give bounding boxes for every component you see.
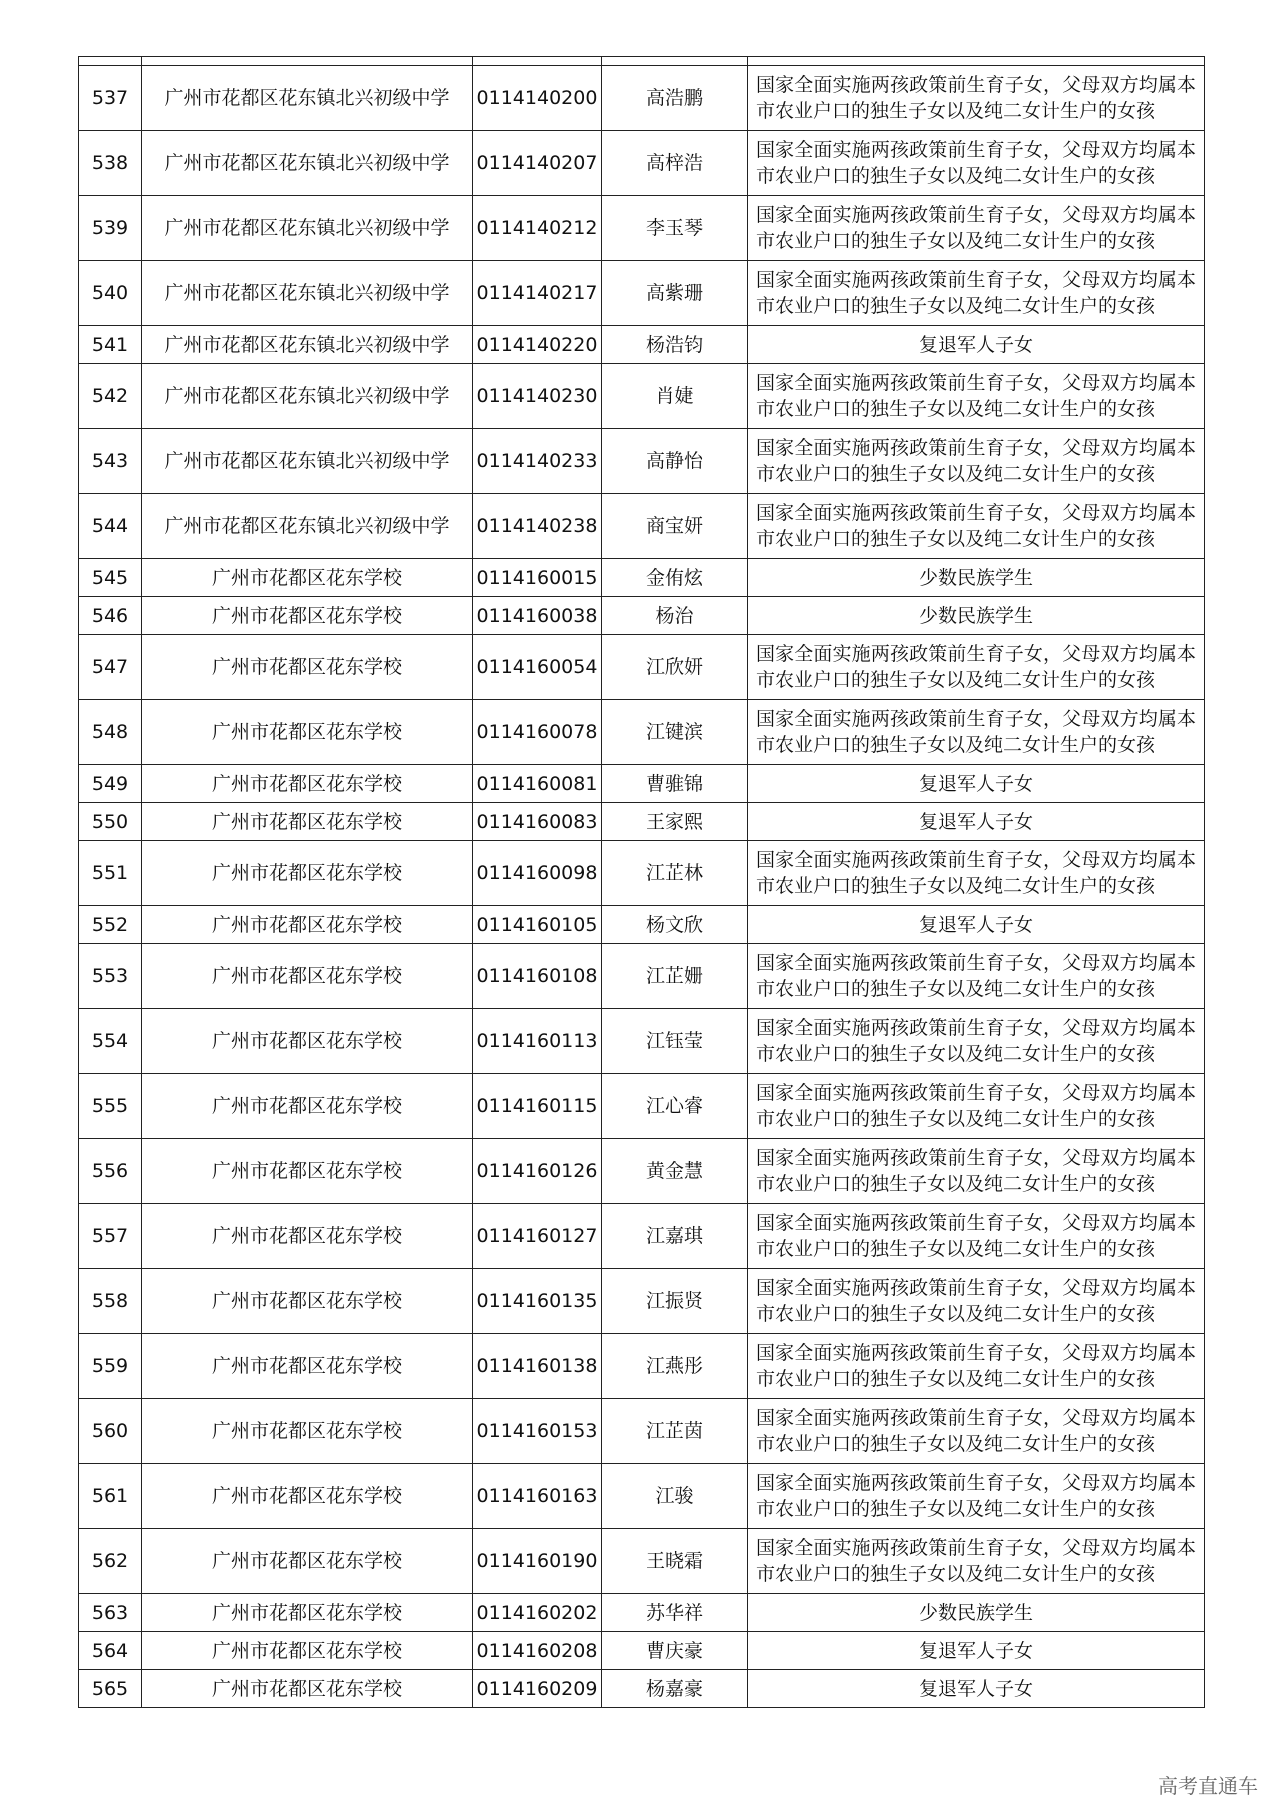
category: 国家全面实施两孩政策前生育子女，父母双方均属本市农业户口的独生子女以及纯二女计生户的女孩 xyxy=(748,494,1205,559)
student-name: 江心睿 xyxy=(602,1074,748,1139)
row-number: 546 xyxy=(79,597,142,635)
category: 国家全面实施两孩政策前生育子女，父母双方均属本市农业户口的独生子女以及纯二女计生户的女孩 xyxy=(748,944,1205,1009)
student-name: 江芷茵 xyxy=(602,1399,748,1464)
row-number: 562 xyxy=(79,1529,142,1594)
row-number: 539 xyxy=(79,196,142,261)
school-name: 广州市花都区花东镇北兴初级中学 xyxy=(142,66,473,131)
watermark: 高考直通车 xyxy=(1158,1774,1258,1798)
table-row xyxy=(79,1334,1205,1399)
school-name: 广州市花都区花东学校 xyxy=(142,944,473,1009)
school-name: 广州市花都区花东镇北兴初级中学 xyxy=(142,196,473,261)
student-name: 高紫珊 xyxy=(602,261,748,326)
student-code: 0114160209 xyxy=(473,1670,602,1708)
student-code: 0114160190 xyxy=(473,1529,602,1594)
category: 国家全面实施两孩政策前生育子女，父母双方均属本市农业户口的独生子女以及纯二女计生户的女孩 xyxy=(748,1399,1205,1464)
table-row xyxy=(79,1009,1205,1074)
table-row xyxy=(79,559,1205,597)
school-name: 广州市花都区花东镇北兴初级中学 xyxy=(142,429,473,494)
student-code: 0114160113 xyxy=(473,1009,602,1074)
row-number: 552 xyxy=(79,906,142,944)
row-number: 563 xyxy=(79,1594,142,1632)
table-row xyxy=(79,326,1205,364)
category: 国家全面实施两孩政策前生育子女，父母双方均属本市农业户口的独生子女以及纯二女计生户的女孩 xyxy=(748,635,1205,700)
table-body xyxy=(79,57,1205,1708)
table-row xyxy=(79,1204,1205,1269)
student-name: 高梓浩 xyxy=(602,131,748,196)
table-row xyxy=(79,1464,1205,1529)
student-code: 0114140238 xyxy=(473,494,602,559)
student-code: 0114160038 xyxy=(473,597,602,635)
student-code: 0114140217 xyxy=(473,261,602,326)
student-code: 0114160153 xyxy=(473,1399,602,1464)
row-number: 549 xyxy=(79,765,142,803)
student-code: 0114140230 xyxy=(473,364,602,429)
school-name: 广州市花都区花东学校 xyxy=(142,803,473,841)
row-number: 542 xyxy=(79,364,142,429)
student-name: 李玉琴 xyxy=(602,196,748,261)
category: 国家全面实施两孩政策前生育子女，父母双方均属本市农业户口的独生子女以及纯二女计生户的女孩 xyxy=(748,1009,1205,1074)
table-row xyxy=(79,494,1205,559)
student-code: 0114140212 xyxy=(473,196,602,261)
school-name: 广州市花都区花东镇北兴初级中学 xyxy=(142,261,473,326)
row-number: 550 xyxy=(79,803,142,841)
category: 国家全面实施两孩政策前生育子女，父母双方均属本市农业户口的独生子女以及纯二女计生户的女孩 xyxy=(748,1464,1205,1529)
row-number: 547 xyxy=(79,635,142,700)
student-name: 江钰莹 xyxy=(602,1009,748,1074)
row-number: 538 xyxy=(79,131,142,196)
school-name: 广州市花都区花东学校 xyxy=(142,1009,473,1074)
row-number: 537 xyxy=(79,66,142,131)
table-row xyxy=(79,597,1205,635)
category: 国家全面实施两孩政策前生育子女，父母双方均属本市农业户口的独生子女以及纯二女计生户的女孩 xyxy=(748,1334,1205,1399)
school-name: 广州市花都区花东学校 xyxy=(142,700,473,765)
table-row xyxy=(79,196,1205,261)
table-row xyxy=(79,841,1205,906)
student-name: 杨嘉豪 xyxy=(602,1670,748,1708)
table-row xyxy=(79,1529,1205,1594)
row-number: 557 xyxy=(79,1204,142,1269)
student-code: 0114160127 xyxy=(473,1204,602,1269)
row-number: 554 xyxy=(79,1009,142,1074)
school-name: 广州市花都区花东学校 xyxy=(142,1464,473,1529)
school-name: 广州市花都区花东学校 xyxy=(142,1269,473,1334)
table-row xyxy=(79,1269,1205,1334)
row-number: 553 xyxy=(79,944,142,1009)
table-row xyxy=(79,803,1205,841)
category: 国家全面实施两孩政策前生育子女，父母双方均属本市农业户口的独生子女以及纯二女计生户的女孩 xyxy=(748,261,1205,326)
category: 国家全面实施两孩政策前生育子女，父母双方均属本市农业户口的独生子女以及纯二女计生户的女孩 xyxy=(748,196,1205,261)
student-name: 黄金慧 xyxy=(602,1139,748,1204)
school-name: 广州市花都区花东学校 xyxy=(142,1204,473,1269)
student-name: 商宝妍 xyxy=(602,494,748,559)
category: 复退军人子女 xyxy=(748,906,1205,944)
row-number: 556 xyxy=(79,1139,142,1204)
category: 复退军人子女 xyxy=(748,803,1205,841)
school-name: 广州市花都区花东镇北兴初级中学 xyxy=(142,494,473,559)
student-name: 江芷林 xyxy=(602,841,748,906)
student-code: 0114140233 xyxy=(473,429,602,494)
student-name: 高浩鹏 xyxy=(602,66,748,131)
student-name: 江燕彤 xyxy=(602,1334,748,1399)
category: 国家全面实施两孩政策前生育子女，父母双方均属本市农业户口的独生子女以及纯二女计生户的女孩 xyxy=(748,841,1205,906)
school-name: 广州市花都区花东镇北兴初级中学 xyxy=(142,326,473,364)
school-name: 广州市花都区花东学校 xyxy=(142,1670,473,1708)
student-code: 0114160015 xyxy=(473,559,602,597)
row-number: 541 xyxy=(79,326,142,364)
row-number: 564 xyxy=(79,1632,142,1670)
school-name: 广州市花都区花东镇北兴初级中学 xyxy=(142,131,473,196)
table-row xyxy=(79,906,1205,944)
row-number: 540 xyxy=(79,261,142,326)
row-number: 548 xyxy=(79,700,142,765)
school-name: 广州市花都区花东学校 xyxy=(142,1632,473,1670)
category: 国家全面实施两孩政策前生育子女，父母双方均属本市农业户口的独生子女以及纯二女计生户的女孩 xyxy=(748,131,1205,196)
student-code: 0114160126 xyxy=(473,1139,602,1204)
student-code: 0114140220 xyxy=(473,326,602,364)
table-row xyxy=(79,765,1205,803)
category: 复退军人子女 xyxy=(748,1632,1205,1670)
row-number: 559 xyxy=(79,1334,142,1399)
student-code: 0114140207 xyxy=(473,131,602,196)
category: 复退军人子女 xyxy=(748,326,1205,364)
student-name: 杨治 xyxy=(602,597,748,635)
category: 国家全面实施两孩政策前生育子女，父母双方均属本市农业户口的独生子女以及纯二女计生户的女孩 xyxy=(748,364,1205,429)
category: 国家全面实施两孩政策前生育子女，父母双方均属本市农业户口的独生子女以及纯二女计生户的女孩 xyxy=(748,1529,1205,1594)
table-row xyxy=(79,1399,1205,1464)
student-name: 王家熙 xyxy=(602,803,748,841)
row-number: 551 xyxy=(79,841,142,906)
school-name: 广州市花都区花东学校 xyxy=(142,841,473,906)
category: 少数民族学生 xyxy=(748,1594,1205,1632)
category: 少数民族学生 xyxy=(748,597,1205,635)
student-code: 0114160163 xyxy=(473,1464,602,1529)
school-name: 广州市花都区花东学校 xyxy=(142,1399,473,1464)
row-number: 544 xyxy=(79,494,142,559)
table-top-stub xyxy=(79,57,1205,66)
student-name: 江键滨 xyxy=(602,700,748,765)
student-code: 0114160108 xyxy=(473,944,602,1009)
student-code: 0114160202 xyxy=(473,1594,602,1632)
category: 复退军人子女 xyxy=(748,765,1205,803)
table-row xyxy=(79,1670,1205,1708)
student-name: 江欣妍 xyxy=(602,635,748,700)
student-name: 江芷姗 xyxy=(602,944,748,1009)
category: 国家全面实施两孩政策前生育子女，父母双方均属本市农业户口的独生子女以及纯二女计生户的女孩 xyxy=(748,429,1205,494)
student-name: 江振贤 xyxy=(602,1269,748,1334)
row-number: 543 xyxy=(79,429,142,494)
student-code: 0114160083 xyxy=(473,803,602,841)
row-number: 555 xyxy=(79,1074,142,1139)
student-code: 0114160054 xyxy=(473,635,602,700)
school-name: 广州市花都区花东学校 xyxy=(142,1334,473,1399)
school-name: 广州市花都区花东学校 xyxy=(142,635,473,700)
student-name: 肖婕 xyxy=(602,364,748,429)
student-code: 0114160081 xyxy=(473,765,602,803)
school-name: 广州市花都区花东学校 xyxy=(142,906,473,944)
table-row xyxy=(79,635,1205,700)
table-row xyxy=(79,700,1205,765)
student-name: 杨文欣 xyxy=(602,906,748,944)
category: 国家全面实施两孩政策前生育子女，父母双方均属本市农业户口的独生子女以及纯二女计生户的女孩 xyxy=(748,1269,1205,1334)
table-row xyxy=(79,944,1205,1009)
student-name: 江骏 xyxy=(602,1464,748,1529)
student-name: 曹骓锦 xyxy=(602,765,748,803)
admission-table xyxy=(78,56,1205,1708)
table-row xyxy=(79,131,1205,196)
table-row xyxy=(79,1594,1205,1632)
table-row xyxy=(79,261,1205,326)
student-name: 杨浩钧 xyxy=(602,326,748,364)
school-name: 广州市花都区花东学校 xyxy=(142,1529,473,1594)
school-name: 广州市花都区花东学校 xyxy=(142,1139,473,1204)
category: 国家全面实施两孩政策前生育子女，父母双方均属本市农业户口的独生子女以及纯二女计生户的女孩 xyxy=(748,700,1205,765)
row-number: 560 xyxy=(79,1399,142,1464)
student-code: 0114160098 xyxy=(473,841,602,906)
student-code: 0114160138 xyxy=(473,1334,602,1399)
school-name: 广州市花都区花东学校 xyxy=(142,559,473,597)
table-row xyxy=(79,429,1205,494)
student-name: 王晓霜 xyxy=(602,1529,748,1594)
student-code: 0114160135 xyxy=(473,1269,602,1334)
student-name: 苏华祥 xyxy=(602,1594,748,1632)
table-row xyxy=(79,1632,1205,1670)
row-number: 558 xyxy=(79,1269,142,1334)
table-row xyxy=(79,364,1205,429)
student-name: 江嘉琪 xyxy=(602,1204,748,1269)
row-number: 561 xyxy=(79,1464,142,1529)
student-code: 0114160105 xyxy=(473,906,602,944)
school-name: 广州市花都区花东镇北兴初级中学 xyxy=(142,364,473,429)
student-code: 0114140200 xyxy=(473,66,602,131)
student-code: 0114160115 xyxy=(473,1074,602,1139)
student-name: 曹庆豪 xyxy=(602,1632,748,1670)
category: 国家全面实施两孩政策前生育子女，父母双方均属本市农业户口的独生子女以及纯二女计生户的女孩 xyxy=(748,1074,1205,1139)
row-number: 545 xyxy=(79,559,142,597)
row-number: 565 xyxy=(79,1670,142,1708)
table-row xyxy=(79,66,1205,131)
school-name: 广州市花都区花东学校 xyxy=(142,1594,473,1632)
table-row xyxy=(79,1074,1205,1139)
category: 少数民族学生 xyxy=(748,559,1205,597)
student-code: 0114160078 xyxy=(473,700,602,765)
school-name: 广州市花都区花东学校 xyxy=(142,597,473,635)
table-row xyxy=(79,1139,1205,1204)
student-code: 0114160208 xyxy=(473,1632,602,1670)
category: 国家全面实施两孩政策前生育子女，父母双方均属本市农业户口的独生子女以及纯二女计生户的女孩 xyxy=(748,1204,1205,1269)
category: 复退军人子女 xyxy=(748,1670,1205,1708)
category: 国家全面实施两孩政策前生育子女，父母双方均属本市农业户口的独生子女以及纯二女计生户的女孩 xyxy=(748,1139,1205,1204)
school-name: 广州市花都区花东学校 xyxy=(142,1074,473,1139)
school-name: 广州市花都区花东学校 xyxy=(142,765,473,803)
student-name: 金侑炫 xyxy=(602,559,748,597)
student-name: 高静怡 xyxy=(602,429,748,494)
category: 国家全面实施两孩政策前生育子女，父母双方均属本市农业户口的独生子女以及纯二女计生户的女孩 xyxy=(748,66,1205,131)
